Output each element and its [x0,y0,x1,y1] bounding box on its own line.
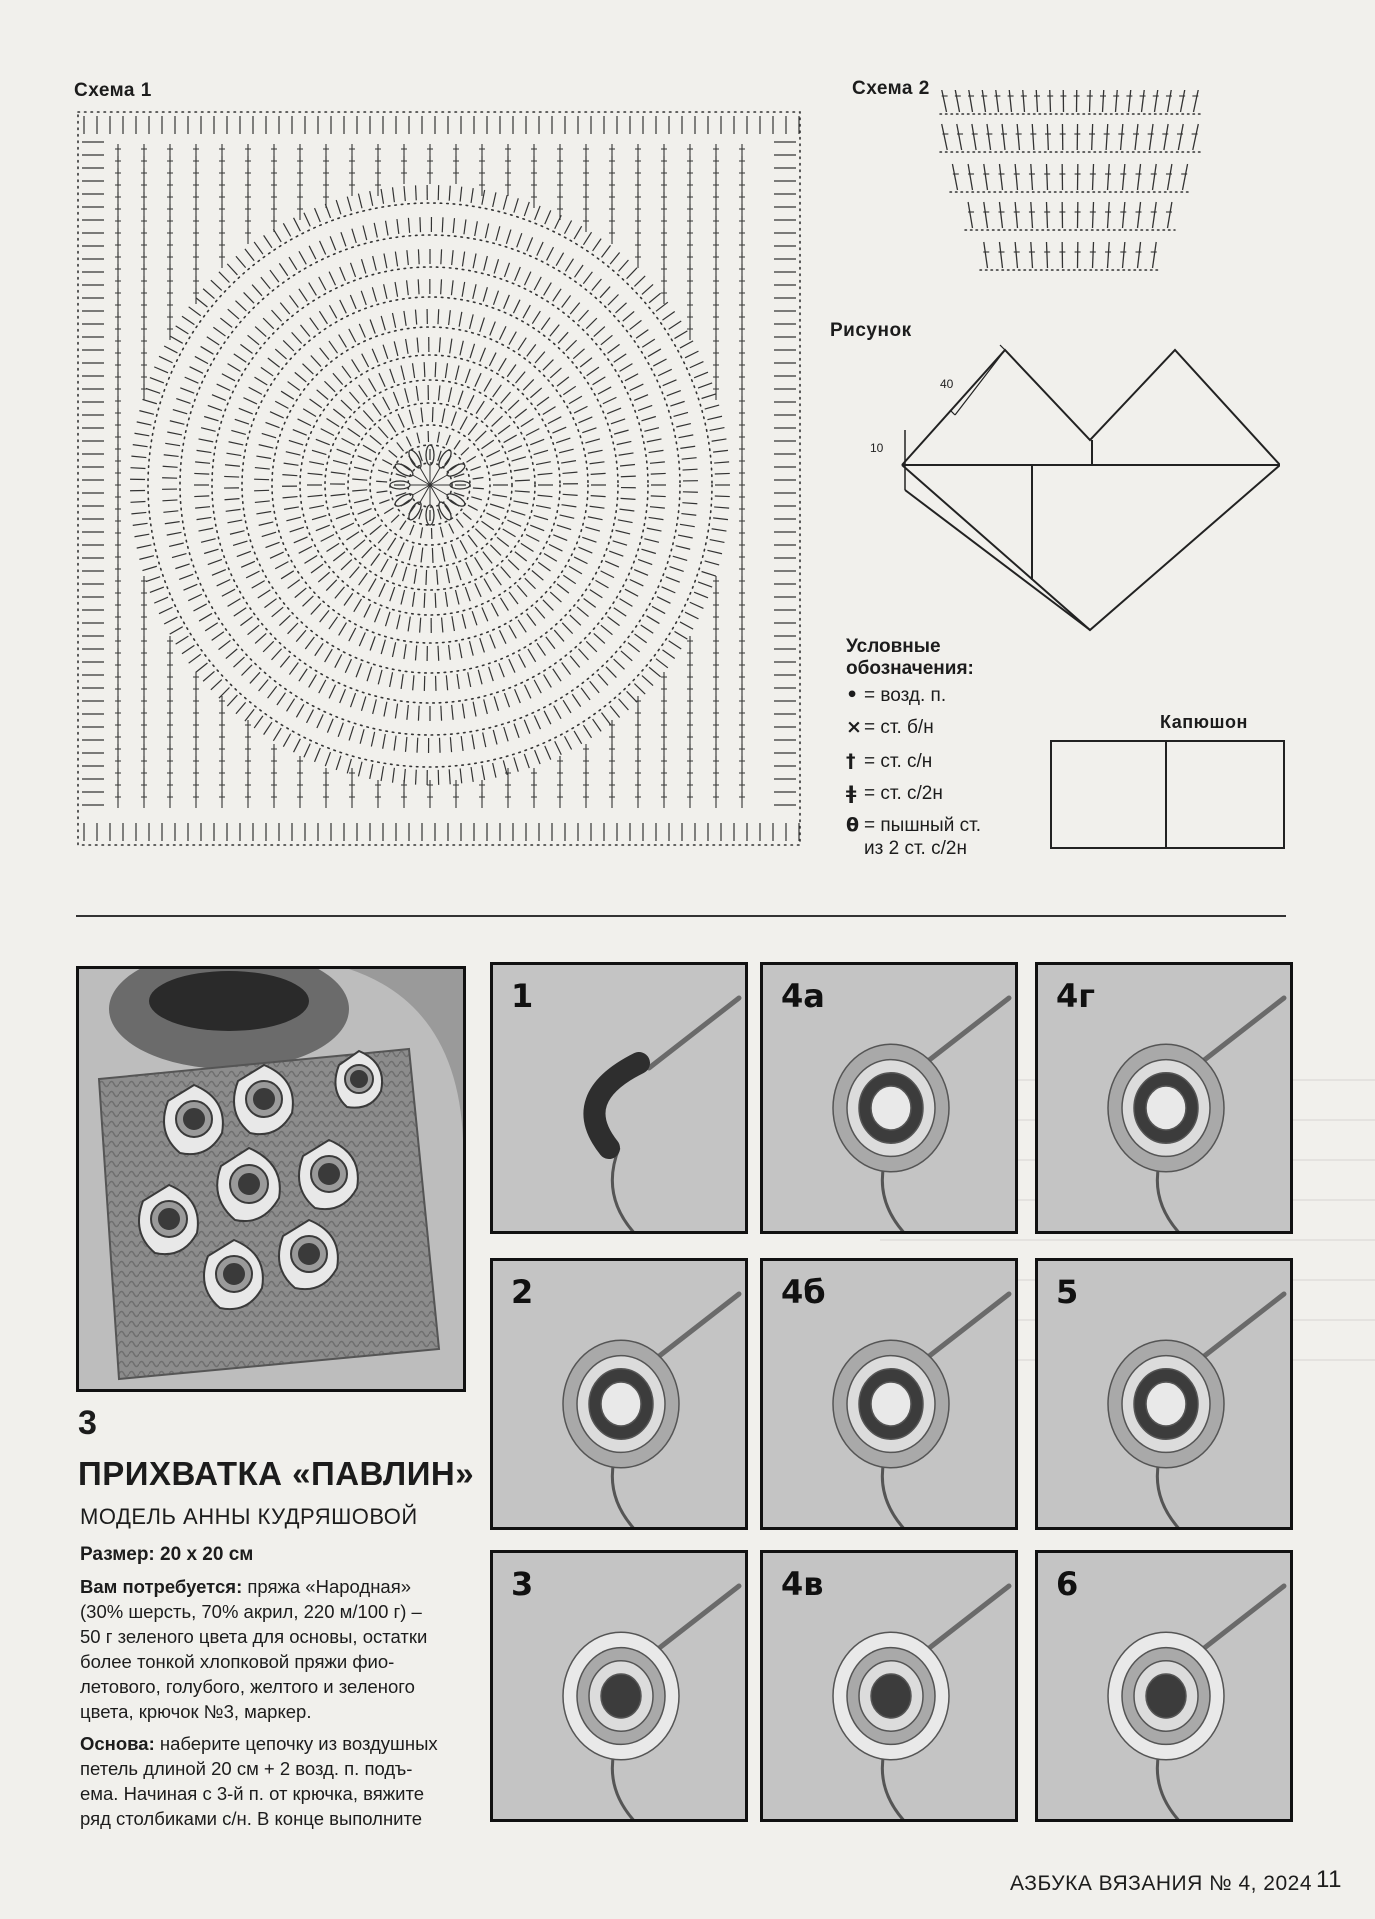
legend-text: = пышный ст. [864,815,981,836]
legend-title-2: обозначения: [846,658,974,679]
step-photo-4г [1035,962,1293,1234]
legend-symbol: θ [846,814,860,836]
step-photo-4а [760,962,1018,1234]
legend-row-puff [846,814,981,837]
base-label: Основа: [80,1733,155,1754]
legend [846,636,1016,680]
step-photo-6 [1035,1550,1293,1822]
legend-text: = ст. с/2н [864,783,943,804]
hood-title: Капюшон [1160,712,1248,732]
step-photo-label: 6 [1056,1565,1079,1603]
legend-text: = ст. с/н [864,751,933,772]
step-photo-label: 4б [781,1273,826,1311]
figure-dim-10: 10 [870,441,884,455]
article-author: МОДЕЛЬ АННЫ КУДРЯШОВОЙ [80,1504,418,1529]
footer-magazine: АЗБУКА ВЯЗАНИЯ № 4, 2024 [1010,1872,1313,1895]
step-photo-4в [760,1550,1018,1822]
step-photo-label: 2 [511,1273,534,1311]
legend-row-tc [846,782,943,805]
step-photo-label: 4г [1056,977,1095,1015]
legend-text: из 2 ст. с/2н [864,838,967,859]
scheme1-diagram [60,100,820,870]
scheme2-diagram [920,90,1220,280]
base-line: ряд столбиками с/н. В конце выполните [80,1808,423,1829]
legend-symbol: × [846,716,862,738]
step-photo-3 [490,1550,748,1822]
footer-page-number: 11 [1316,1866,1342,1893]
legend-row-puff-2 [846,838,967,860]
legend-symbol: † [846,750,856,772]
main-photo-potholder [76,966,466,1392]
figure-dim-40: 40 [940,377,954,391]
hood-diagram [1050,740,1290,850]
materials-line: (30% шерсть, 70% акрил, 220 м/100 г) – [80,1601,422,1622]
legend-title-1: Условные [846,636,941,657]
legend-symbol: ǂ [846,782,857,804]
materials-line: более тонкой хлопковой пряжи фио- [80,1651,395,1672]
scheme2-title: Схема 2 [852,78,930,99]
article-size: Размер: 20 х 20 см [80,1544,254,1565]
legend-row-dc [846,750,932,773]
base-line: ема. Начиная с 3-й п. от крючка, вяжите [80,1783,425,1804]
materials-line: цвета, крючок №3, маркер. [80,1701,312,1722]
figure-diagram [860,320,1280,640]
base-line: наберите цепочку из воздушных [154,1733,438,1754]
section-divider [76,915,1286,917]
step-photo-2 [490,1258,748,1530]
materials-line: летового, голубого, желтого и зеленого [80,1676,415,1697]
materials-line: пряжа «Народная» [242,1576,412,1597]
base-line: петель длиной 20 см + 2 возд. п. подъ- [80,1758,413,1779]
step-photo-label: 4в [781,1565,824,1603]
scheme1-title: Схема 1 [74,80,152,101]
article-materials [80,1574,475,1724]
legend-symbol: • [846,684,859,706]
step-photo-label: 1 [511,977,534,1015]
step-photo-label: 4а [781,977,825,1015]
step-photo-1 [490,962,748,1234]
materials-label: Вам потребуется: [80,1576,243,1597]
legend-row-airchain [846,684,946,707]
figure-title: Рисунок [830,320,912,341]
legend-text: = ст. б/н [864,717,934,738]
article-base [80,1731,480,1831]
legend-text: = возд. п. [864,685,947,706]
legend-row-sc [846,716,934,739]
article-number: 3 [78,1404,97,1442]
step-photo-5 [1035,1258,1293,1530]
step-photo-label: 3 [511,1565,534,1603]
step-photo-label: 5 [1056,1273,1079,1311]
step-photo-4б [760,1258,1018,1530]
article-title: ПРИХВАТКА «ПАВЛИН» [78,1455,475,1492]
materials-line: 50 г зеленого цвета для основы, остатки [80,1626,428,1647]
